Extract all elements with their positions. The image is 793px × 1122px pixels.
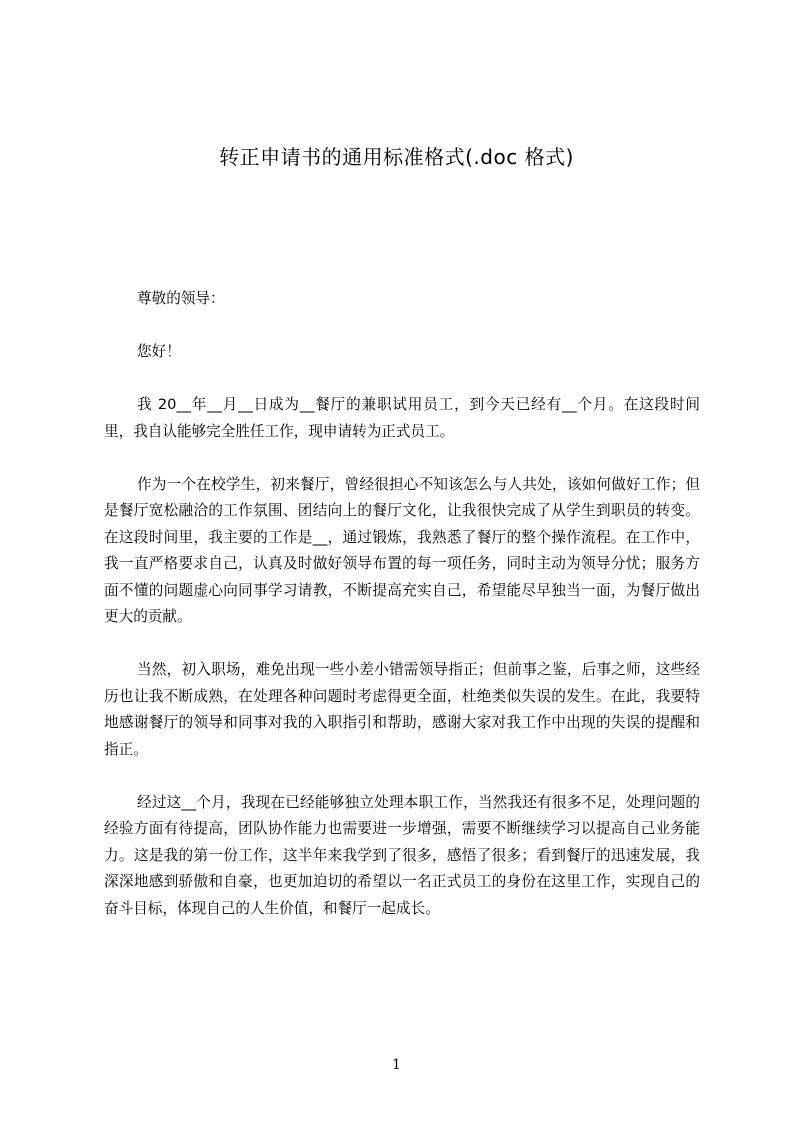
greeting: 您好！ bbox=[137, 343, 181, 360]
paragraph-4: 经过这__个月，我现在已经能够独立处理本职工作，当然我还有很多不足，处理问题的经验方面有待提高，团队协作能力也需要进一步增强，需要不断继续学习以提高自己业务能力。这是我的第一份工作，这半年来我学到了很多，感悟了很多；看到餐厅的迅速发展，我深深地感到骄傲和自豪，也更加迫切的希望以一名正式员工的身份在这里工作，实现自己的奋斗目标，体现自己的人生价值，和餐厅一起成长。 bbox=[104, 793, 700, 917]
page-number: 1 bbox=[392, 1057, 401, 1073]
paragraph-2: 作为一个在校学生，初来餐厅，曾经很担心不知该怎么与人共处，该如何做好工作；但是餐厅宽松融洽的工作氛围、团结向上的餐厅文化，让我很快完成了从学生到职员的转变。在这段时间里，我主要的工作是__，通过锻炼，我熟悉了餐厅的整个操作流程。在工作中，我一直严格要求自己，认真及时做好领导布置的每一项任务，同时主动为领导分忧；服务方面不懂的问题虚心向同事学习请教，不断提高充实自己，希望能尽早独当一面，为餐厅做出更大的贡献。 bbox=[104, 475, 700, 625]
paragraph-1: 我 20__年__月__日成为__餐厅的兼职试用员工，到今天已经有__个月。在这段时间里，我自认能够完全胜任工作，现申请转为正式员工。 bbox=[104, 396, 700, 440]
document-body bbox=[104, 286, 700, 949]
salutation: 尊敬的领导： bbox=[137, 290, 225, 307]
paragraph-3: 当然，初入职场，难免出现一些小差小错需领导指正；但前事之鉴，后事之师，这些经历也让我不断成熟，在处理各种问题时考虑得更全面，杜绝类似失误的发生。在此，我要特地感谢餐厅的领导和同事对我的入职指引和帮助，感谢大家对我工作中出现的失误的提醒和指正。 bbox=[104, 661, 700, 758]
document-title: 转正申请书的通用标准格式(.doc 格式) bbox=[219, 145, 574, 169]
